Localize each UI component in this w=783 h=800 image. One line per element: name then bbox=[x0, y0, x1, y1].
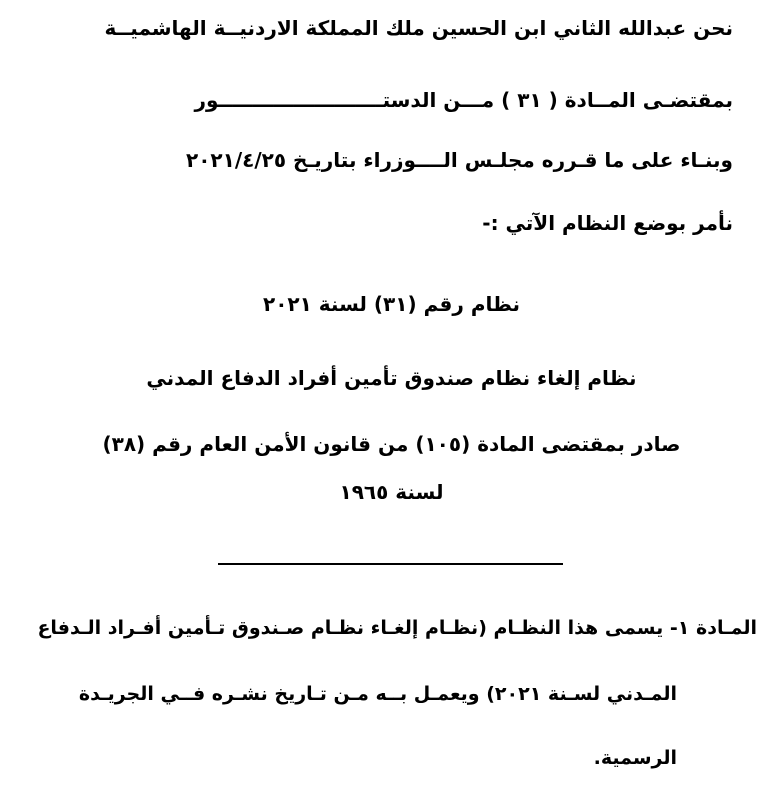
preamble-line-3: وبنـاء على ما قـرره مجلـس الــــوزراء بتاريـخ ٢٠٢١/٤/٢٥ bbox=[185, 148, 733, 172]
preamble-line-1: نحن عبدالله الثاني ابن الحسين ملك المملكة الاردنيــة الهاشميــة bbox=[104, 16, 733, 40]
article-1-line-3: الرسمية. bbox=[593, 747, 677, 769]
preamble-line-2: بمقتضـى المــادة ( ٣١ ) مـــن الدستــــــــــــــــــــــــور bbox=[194, 88, 733, 112]
regulation-number-title: نظام رقم (٣١) لسنة ٢٠٢١ bbox=[262, 292, 520, 316]
article-1-line-1: المـادة ١- يسمى هذا النظـام (نظـام إلغـاء نظـام صـندوق تـأمين أفـراد الـدفاع bbox=[37, 617, 757, 639]
section-divider bbox=[218, 563, 563, 565]
article-1-line-2: المـدني لسـنة ٢٠٢١) ويعمـل بــه مـن تـاريخ نشـره فــي الجريـدة bbox=[78, 683, 677, 705]
regulation-authority-line: صادر بمقتضى المادة (١٠٥) من قانون الأمن العام رقم (٣٨) bbox=[102, 432, 681, 456]
regulation-authority-year: لسنة ١٩٦٥ bbox=[339, 480, 444, 504]
regulation-name-title: نظام إلغاء نظام صندوق تأمين أفراد الدفاع المدني bbox=[146, 366, 637, 390]
preamble-line-4: نأمر بوضع النظام الآتي :- bbox=[482, 211, 733, 235]
